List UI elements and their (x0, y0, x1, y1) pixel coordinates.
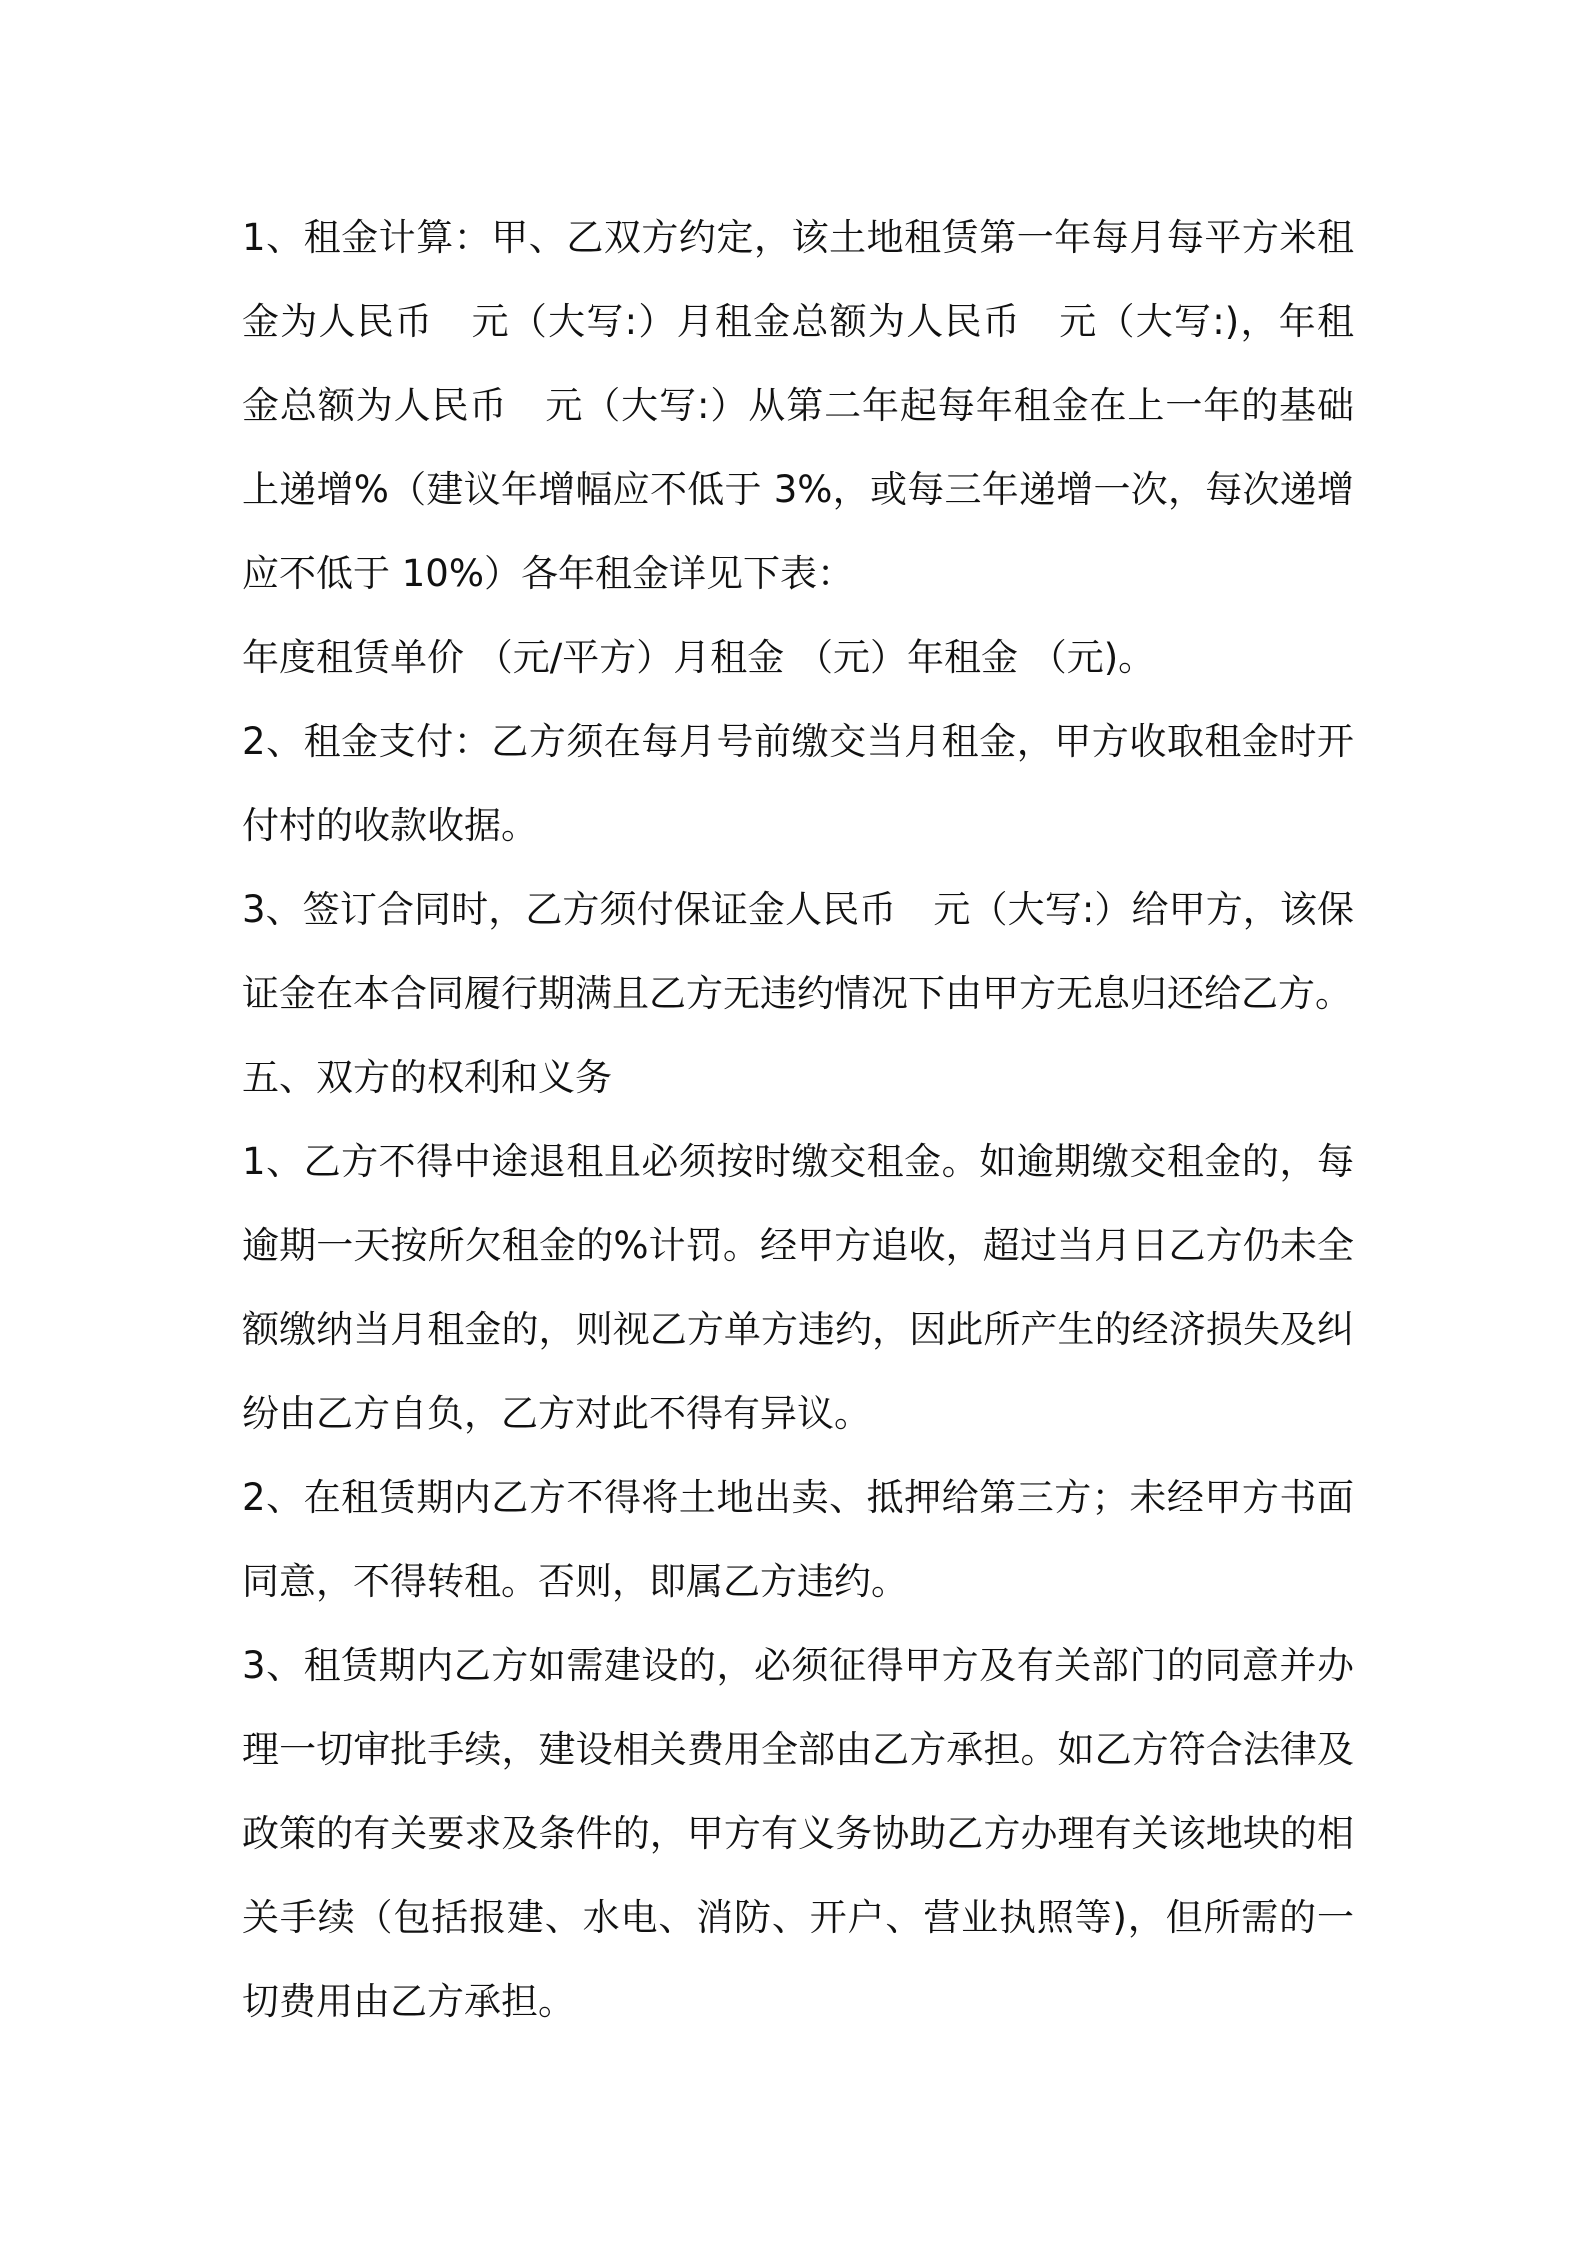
paragraph-rent-payment: 2、租金支付：乙方须在每月号前缴交当月租金，甲方收取租金时开付村的收款收据。 (242, 720, 1354, 847)
paragraph-construction-approval: 3、租赁期内乙方如需建设的，必须征得甲方及有关部门的同意并办理一切审批手续，建设相关费用全部由乙方承担。如乙方符合法律及政策的有关要求及条件的，甲方有义务协助乙方办理有关该地块的相关手续（包括报建、水电、消防、开户、营业执照等)，但所需的一切费用由乙方承担。 (242, 1644, 1354, 2023)
paragraph-rent-table-header: 年度租赁单价 （元/平方）月租金 （元）年租金 （元)。 (242, 636, 1156, 679)
paragraph-deposit: 3、签订合同时，乙方须付保证金人民币 元（大写:）给甲方，该保证金在本合同履行期满且乙方无违约情况下由甲方无息归还给乙方。 (242, 888, 1354, 1015)
paragraph-rent-calculation: 1、租金计算：甲、乙双方约定，该土地租赁第一年每月每平方米租金为人民币 元（大写:）月租金总额为人民币 元（大写:)，年租金总额为人民币 元（大写:）从第二年起每年租金在上一年的基础上递增%（建议年增幅应不低于 3%，或每三年递增一次，每次递增应不低于 10%）各年租金详见下表： (242, 216, 1354, 595)
document-body (242, 196, 1354, 2044)
section-heading-rights-obligations: 五、双方的权利和义务 (242, 1056, 612, 1099)
paragraph-no-sale-mortgage: 2、在租赁期内乙方不得将土地出卖、抵押给第三方；未经甲方书面同意，不得转租。否则，即属乙方违约。 (242, 1476, 1354, 1603)
paragraph-no-early-termination: 1、乙方不得中途退租且必须按时缴交租金。如逾期缴交租金的，每逾期一天按所欠租金的%计罚。经甲方追收，超过当月日乙方仍未全额缴纳当月租金的，则视乙方单方违约，因此所产生的经济损失及纠纷由乙方自负，乙方对此不得有异议。 (242, 1140, 1354, 1435)
